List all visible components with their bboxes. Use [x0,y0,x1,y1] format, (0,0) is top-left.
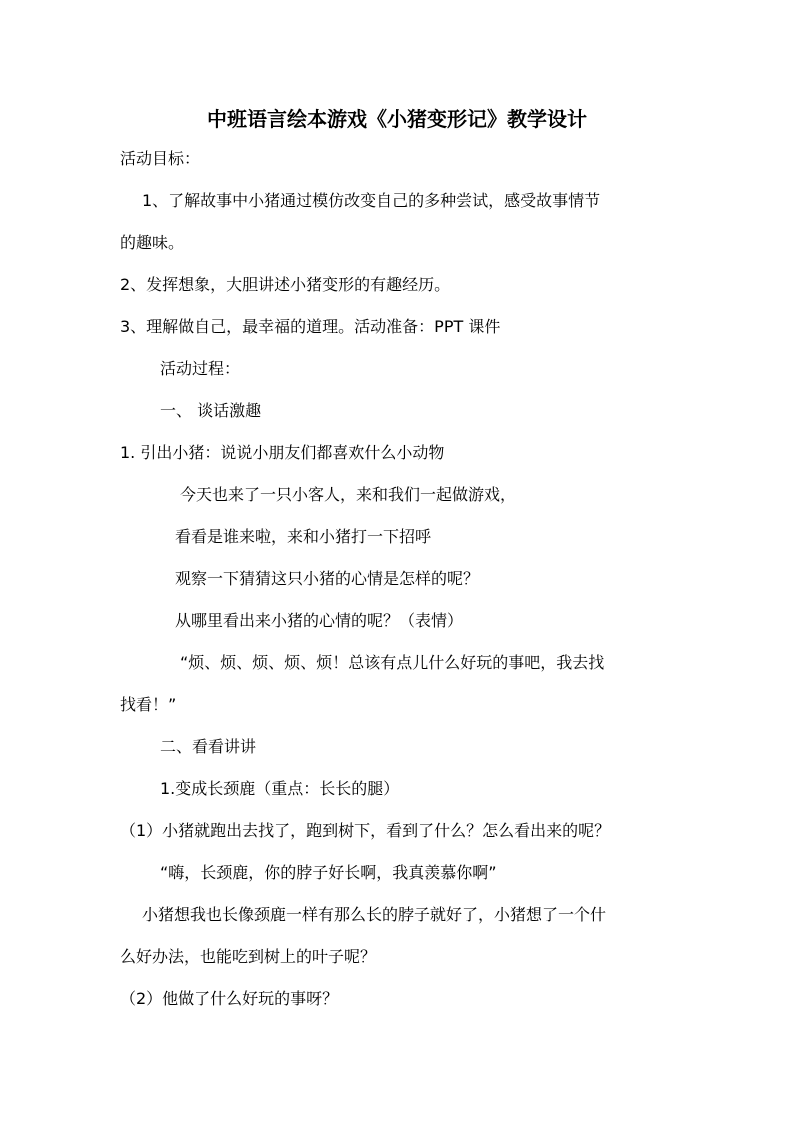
paragraph-line: 看看是谁来啦，来和小猪打一下招呼 [175,527,432,546]
goal-item-1: 1、了解故事中小猪通过模仿改变自己的多种尝试，感受故事情节 [142,191,601,210]
goal-item-3: 3、理解做自己，最幸福的道理。活动准备：PPT 课件 [120,317,501,336]
quote-line-continued: 找看！” [120,695,177,714]
paragraph-line: 从哪里看出来小猪的心情的呢？（表情） [175,611,464,630]
paragraph-line: 小猪想我也长像颈鹿一样有那么长的脖子就好了，小猪想了一个什 [142,905,607,924]
paragraph-line: 今天也来了一只小客人，来和我们一起做游戏， [180,485,517,504]
section-label-process: 活动过程： [160,359,241,378]
paragraph-line: 观察一下猜猜这只小猪的心情是怎样的呢？ [175,569,480,588]
paragraph-line-continued: 么好办法，也能吃到树上的叶子呢？ [120,947,377,966]
question-line: （1）小猪就跑出去找了，跑到树下，看到了什么？怎么看出来的呢？ [120,821,611,840]
step-1-item: 1. 引出小猪：说说小朋友们都喜欢什么小动物 [120,443,445,462]
sub-step-heading: 1.变成长颈鹿（重点：长长的腿） [160,779,400,798]
goal-item-2: 2、发挥想象，大胆讲述小猪变形的有趣经历。 [120,275,451,294]
quote-line: “烦、烦、烦、烦、烦！总该有点儿什么好玩的事吧，我去找 [180,653,605,672]
goal-item-1-continued: 的趣味。 [120,233,185,252]
question-line: （2）他做了什么好玩的事呀？ [120,989,339,1008]
section-label-goals: 活动目标： [120,149,201,168]
step-heading-1: 一、 谈话激趣 [160,401,262,420]
step-heading-2: 二、看看讲讲 [160,737,257,756]
document-title: 中班语言绘本游戏《小猪变形记》教学设计 [207,107,587,131]
quote-line: “嗨，长颈鹿，你的脖子好长啊，我真羡慕你啊” [160,863,497,882]
